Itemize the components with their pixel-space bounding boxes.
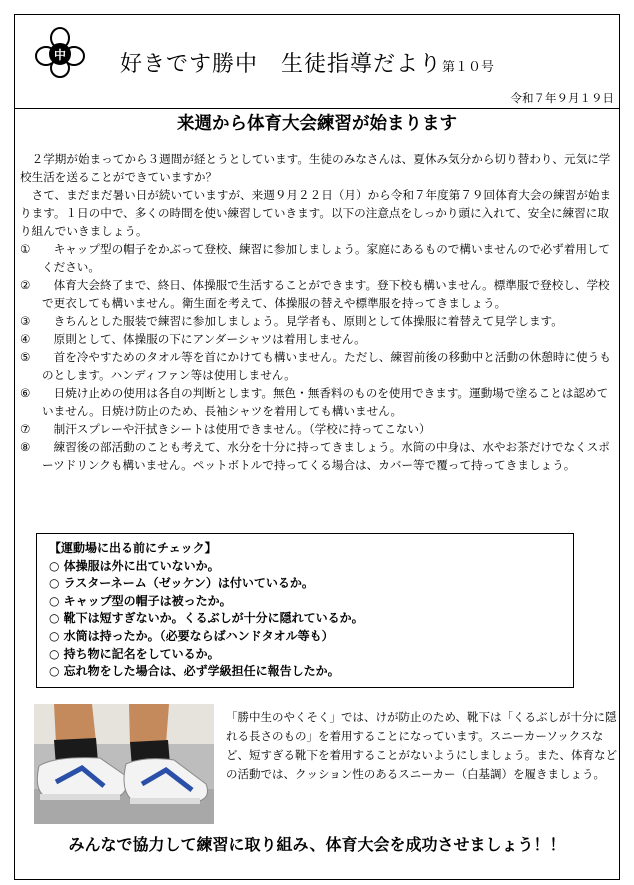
rule-text: 首を冷やすためのタオル等を首にかけても構いません。ただし、練習前後の移動中と活動の休憩時に使うものとします。ハンディファン等は使用しません。 [42, 350, 611, 382]
issue-number: 第１０号 [442, 60, 495, 75]
rules-list [20, 240, 616, 474]
checklist-item: ○ 忘れ物をした場合は、必ず学級担任に報告したか。 [49, 664, 340, 679]
checklist-item: ○ 水筒は持ったか。（必要ならばハンドタオル等も） [49, 628, 334, 643]
rule-text: 日焼け止めの使用は各自の判断とします。無色・無香料のものを使用できます。運動場で塗ることは認めていません。日焼け防止のため、長袖シャツを着用しても構いません。 [42, 386, 609, 418]
newsletter-header [14, 14, 620, 86]
rule-item [20, 348, 616, 384]
intro-paragraph-1: ２学期が始まってから３週間が経とうとしています。生徒のみなさんは、夏休み気分から切り替わり、元気に学校生活を送ることができていますか？ [20, 152, 611, 184]
rule-item [20, 312, 616, 330]
checklist-item: ○ 持ち物に記名をしているか。 [49, 646, 220, 661]
rule-text: 制汗スプレーや汗拭きシートは使用できません。（学校に持ってこない） [53, 422, 431, 436]
rule-item [20, 420, 616, 438]
rule-number: ⑦ [20, 422, 31, 436]
rule-number: ③ [20, 314, 31, 328]
checklist-item: ○ ラスターネーム（ゼッケン）は付いているか。 [49, 576, 314, 591]
intro-paragraph-2: さて、まだまだ暑い日が続いていますが、来週９月２２日（月）から令和７年度第７９回体育大会の練習が始まります。１日の中で、多くの時間を使い練習していきます。以下の注意点をしっかり頭に入れて、安全に練習に取り組んでいきましょう。 [20, 188, 612, 238]
rule-item [20, 276, 616, 312]
rule-text: 練習後の部活動のことも考えて、水分を十分に持ってきましょう。水筒の中身は、水やお茶だけでなくスポーツドリンクも構いません。ペットボトルで持ってくる場合は、カバー等で覆って持ってきましょう。 [42, 440, 610, 472]
rule-text: 原則として、体操服の下にアンダーシャツは着用しません。 [53, 332, 366, 346]
checklist-box [36, 533, 574, 688]
svg-text:中: 中 [53, 48, 67, 62]
headline: 来週から体育大会練習が始まります [177, 114, 457, 134]
rule-item [20, 438, 616, 474]
checklist-item: ○ 靴下は短すぎないか。くるぶしが十分に隠れているか。 [49, 611, 364, 626]
rule-item [20, 384, 616, 420]
school-emblem-icon [32, 24, 88, 80]
title-text: 好きです勝中 生徒指導だより [120, 52, 443, 77]
header-divider [14, 108, 620, 109]
rule-number: ④ [20, 332, 31, 346]
checklist-item: ○ 体操服は外に出ていないか。 [49, 558, 220, 573]
checklist-items [49, 558, 561, 681]
rule-number: ⑤ [20, 350, 31, 364]
checklist-item: ○ キャップ型の帽子は被ったか。 [49, 593, 232, 608]
rule-item [20, 240, 616, 276]
socks-shoes-photo [34, 704, 214, 824]
caption-text: 「勝中生のやくそく」では、けが防止のため、靴下は「くるぶしが十分に隠れる長さのもの」を着用することになっています。スニーカーソックスなど、短すぎる靴下を着用することがないようにしましょう。また、体育などの活動では、クッション性のあるスニーカー（白基調）を履きましょう。 [226, 710, 617, 781]
photo-caption [226, 708, 622, 784]
rule-text: 体育大会終了まで、終日、体操服で生活することができます。登下校も構いません。標準服で登校し、学校で更衣しても構いません。衛生面を考えて、体操服の替えや標準服を持ってきましょう。 [42, 278, 610, 310]
newsletter-title [120, 47, 494, 78]
rule-text: キャップ型の帽子をかぶって登校、練習に参加しましょう。家庭にあるもので構いませんので必ず着用してください。 [42, 242, 611, 274]
rule-number: ⑥ [20, 386, 31, 400]
issue-date: 令和７年９月１９日 [510, 91, 614, 105]
rule-text: きちんとした服装で練習に参加しましょう。見学者も、原則として体操服に着替えて見学します。 [53, 314, 563, 328]
rule-number: ② [20, 278, 31, 292]
checklist-title: 【運動場に出る前にチェック】 [49, 541, 217, 555]
article-body [20, 150, 616, 474]
rule-number: ⑧ [20, 440, 31, 454]
closing-message: みんなで協力して練習に取り組み、体育大会を成功させましょう！！ [68, 835, 566, 854]
rule-item [20, 330, 616, 348]
sneaker-illustration [34, 704, 214, 824]
rule-number: ① [20, 242, 31, 256]
